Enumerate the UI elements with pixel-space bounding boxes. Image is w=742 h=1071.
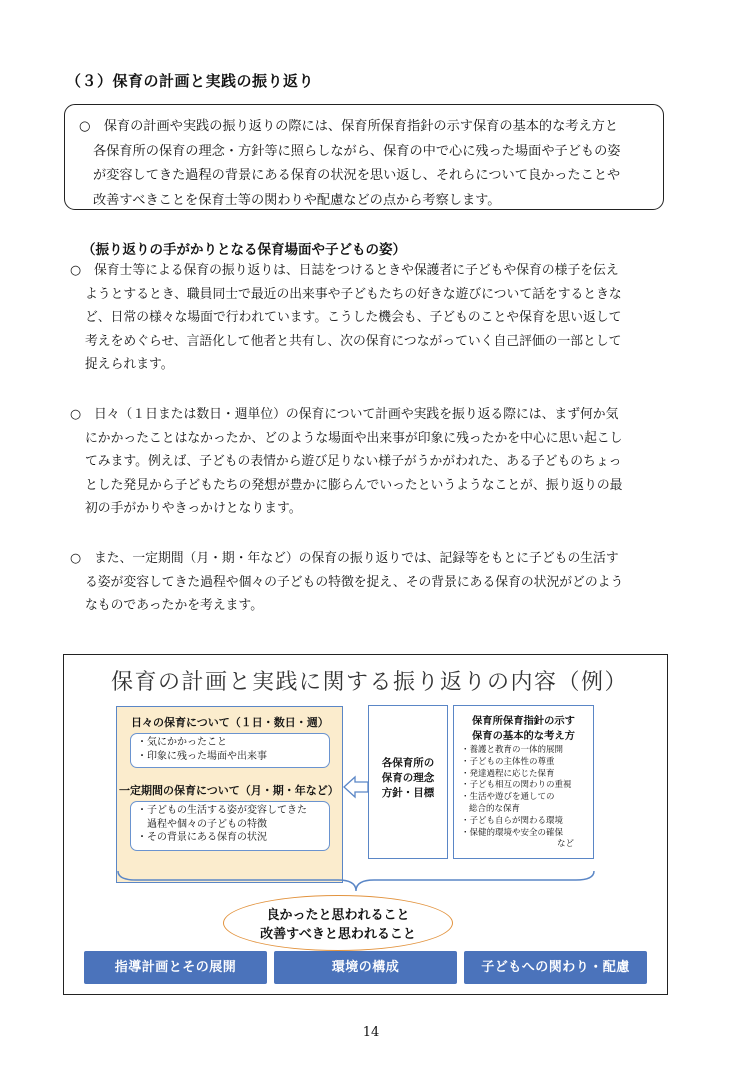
- guideline-item: ・保健的環境や安全の確保: [461, 827, 564, 838]
- paragraph-line: ○ 保育士等による保育の振り返りは、日誌をつけるときや保護者に子どもや保育の様子を伝え: [70, 263, 619, 278]
- philosophy-line: 各保育所の: [381, 757, 435, 769]
- guidance-plan-button[interactable]: 指導計画とその展開: [84, 951, 267, 984]
- paragraph-diary: [70, 259, 670, 377]
- paragraph-line: なものであったかを考えます。: [85, 598, 264, 614]
- figure-title: 保育の計画と実践に関する振り返りの内容（例）: [111, 670, 629, 695]
- paragraph-line: ようとするとき、職員同士で最近の出来事や子どもたちの好きな遊びについて話をするときな: [85, 286, 622, 302]
- summary-box: [64, 104, 664, 210]
- summary-line: が変容してきた過程の背景にある保育の状況を思い返し、それらについて良かったことや: [93, 168, 621, 183]
- guideline-title-line: 保育の基本的な考え方: [472, 729, 575, 742]
- guideline-box: [453, 705, 594, 859]
- paragraph-line: とした発見から子どもたちの発想が豊かに膨らんでいったというようなことが、振り返りの最: [85, 477, 623, 493]
- subheading: （振り返りの手がかりとなる保育場面や子どもの姿）: [82, 242, 406, 258]
- section-heading: （３）保育の計画と実践の振り返り: [66, 72, 315, 90]
- period-care-item: ・その背景にある保育の状況: [137, 832, 267, 843]
- child-care-button[interactable]: 子どもへの関わり・配慮: [464, 951, 647, 984]
- daily-care-item: ・気にかかったこと: [137, 737, 227, 748]
- care-reflection-panel: [116, 706, 343, 883]
- guideline-item: ・子ども相互の関わりの重視: [461, 780, 572, 791]
- summary-line: 改善すべきことを保育士等の関わりや配慮などの点から考察します。: [93, 192, 501, 208]
- left-arrow-icon: [343, 775, 369, 799]
- summary-line: ○ 保育の計画や実践の振り返りの際には、保育所保育指針の示す保育の基本的な考え方と: [79, 119, 619, 134]
- paragraph-line: 初の手がかりやきっかけとなります。: [85, 501, 302, 517]
- result-line: 改善すべきと思われること: [260, 927, 416, 942]
- guideline-item: など: [557, 839, 575, 850]
- paragraph-period: [70, 547, 670, 618]
- philosophy-line: 方針・目標: [381, 787, 435, 799]
- result-ellipse: [223, 895, 453, 951]
- period-care-title: 一定期間の保育について（月・期・年など）: [119, 784, 339, 797]
- paragraph-line: ○ また、一定期間（月・期・年など）の保育の振り返りでは、記録等をもとに子どもの生活す: [70, 551, 619, 566]
- guideline-item: 総合的な保育: [469, 803, 521, 814]
- guideline-item: ・生活や遊びを通しての: [461, 792, 555, 803]
- page-number: 14: [362, 1025, 380, 1040]
- brace-connector: [116, 869, 596, 895]
- guideline-item: ・発達過程に応じた保育: [461, 768, 555, 779]
- paragraph-line: にかかったことはなかったか、どのような場面や出来事が印象に残ったかを中心に思い起こし: [85, 430, 623, 446]
- paragraph-line: 考えをめぐらせ、言語化して他者と共有し、次の保育につながっていく自己評価の一部として: [85, 333, 622, 349]
- paragraph-daily: [70, 403, 670, 521]
- guideline-item: ・養護と教育の一体的展開: [461, 745, 564, 755]
- daily-care-title: 日々の保育について（１日・数日・週）: [131, 716, 329, 729]
- paragraph-line: ど、日常の様々な場面で行われています。こうした機会も、子どものことや保育を思い返して: [85, 310, 622, 326]
- philosophy-box: [368, 705, 448, 859]
- guideline-title-line: 保育所保育指針の示す: [472, 715, 575, 727]
- paragraph-line: る姿が変容してきた過程や個々の子どもの特徴を捉え、その背景にある保育の状況がどのよう: [85, 574, 624, 590]
- daily-care-item: ・印象に残った場面や出来事: [137, 750, 267, 762]
- period-care-box: [130, 801, 330, 851]
- paragraph-line: 捉えられます。: [85, 357, 174, 373]
- summary-line: 各保育所の保育の理念・方針等に照らしながら、保育の中で心に残った場面や子どもの姿: [93, 143, 621, 159]
- period-care-item: 過程や個々の子どもの特徴: [137, 818, 267, 830]
- guideline-item: ・子どもの主体性の尊重: [461, 756, 555, 767]
- philosophy-line: 保育の理念: [381, 772, 435, 784]
- result-line: 良かったと思われること: [266, 908, 410, 923]
- period-care-item: ・子どもの生活する姿が変容してきた: [137, 805, 307, 816]
- paragraph-line: ○ 日々（１日または数日・週単位）の保育について計画や実践を振り返る際には、まず何か気: [70, 407, 619, 422]
- reflection-figure: [63, 654, 668, 995]
- guideline-item: ・子ども自らが関わる環境: [461, 815, 564, 826]
- daily-care-box: [130, 733, 330, 768]
- environment-button[interactable]: 環境の構成: [274, 951, 457, 984]
- paragraph-line: てみます。例えば、子どもの表情から遊び足りない様子がうかがわれた、ある子どものちょっ: [85, 454, 622, 470]
